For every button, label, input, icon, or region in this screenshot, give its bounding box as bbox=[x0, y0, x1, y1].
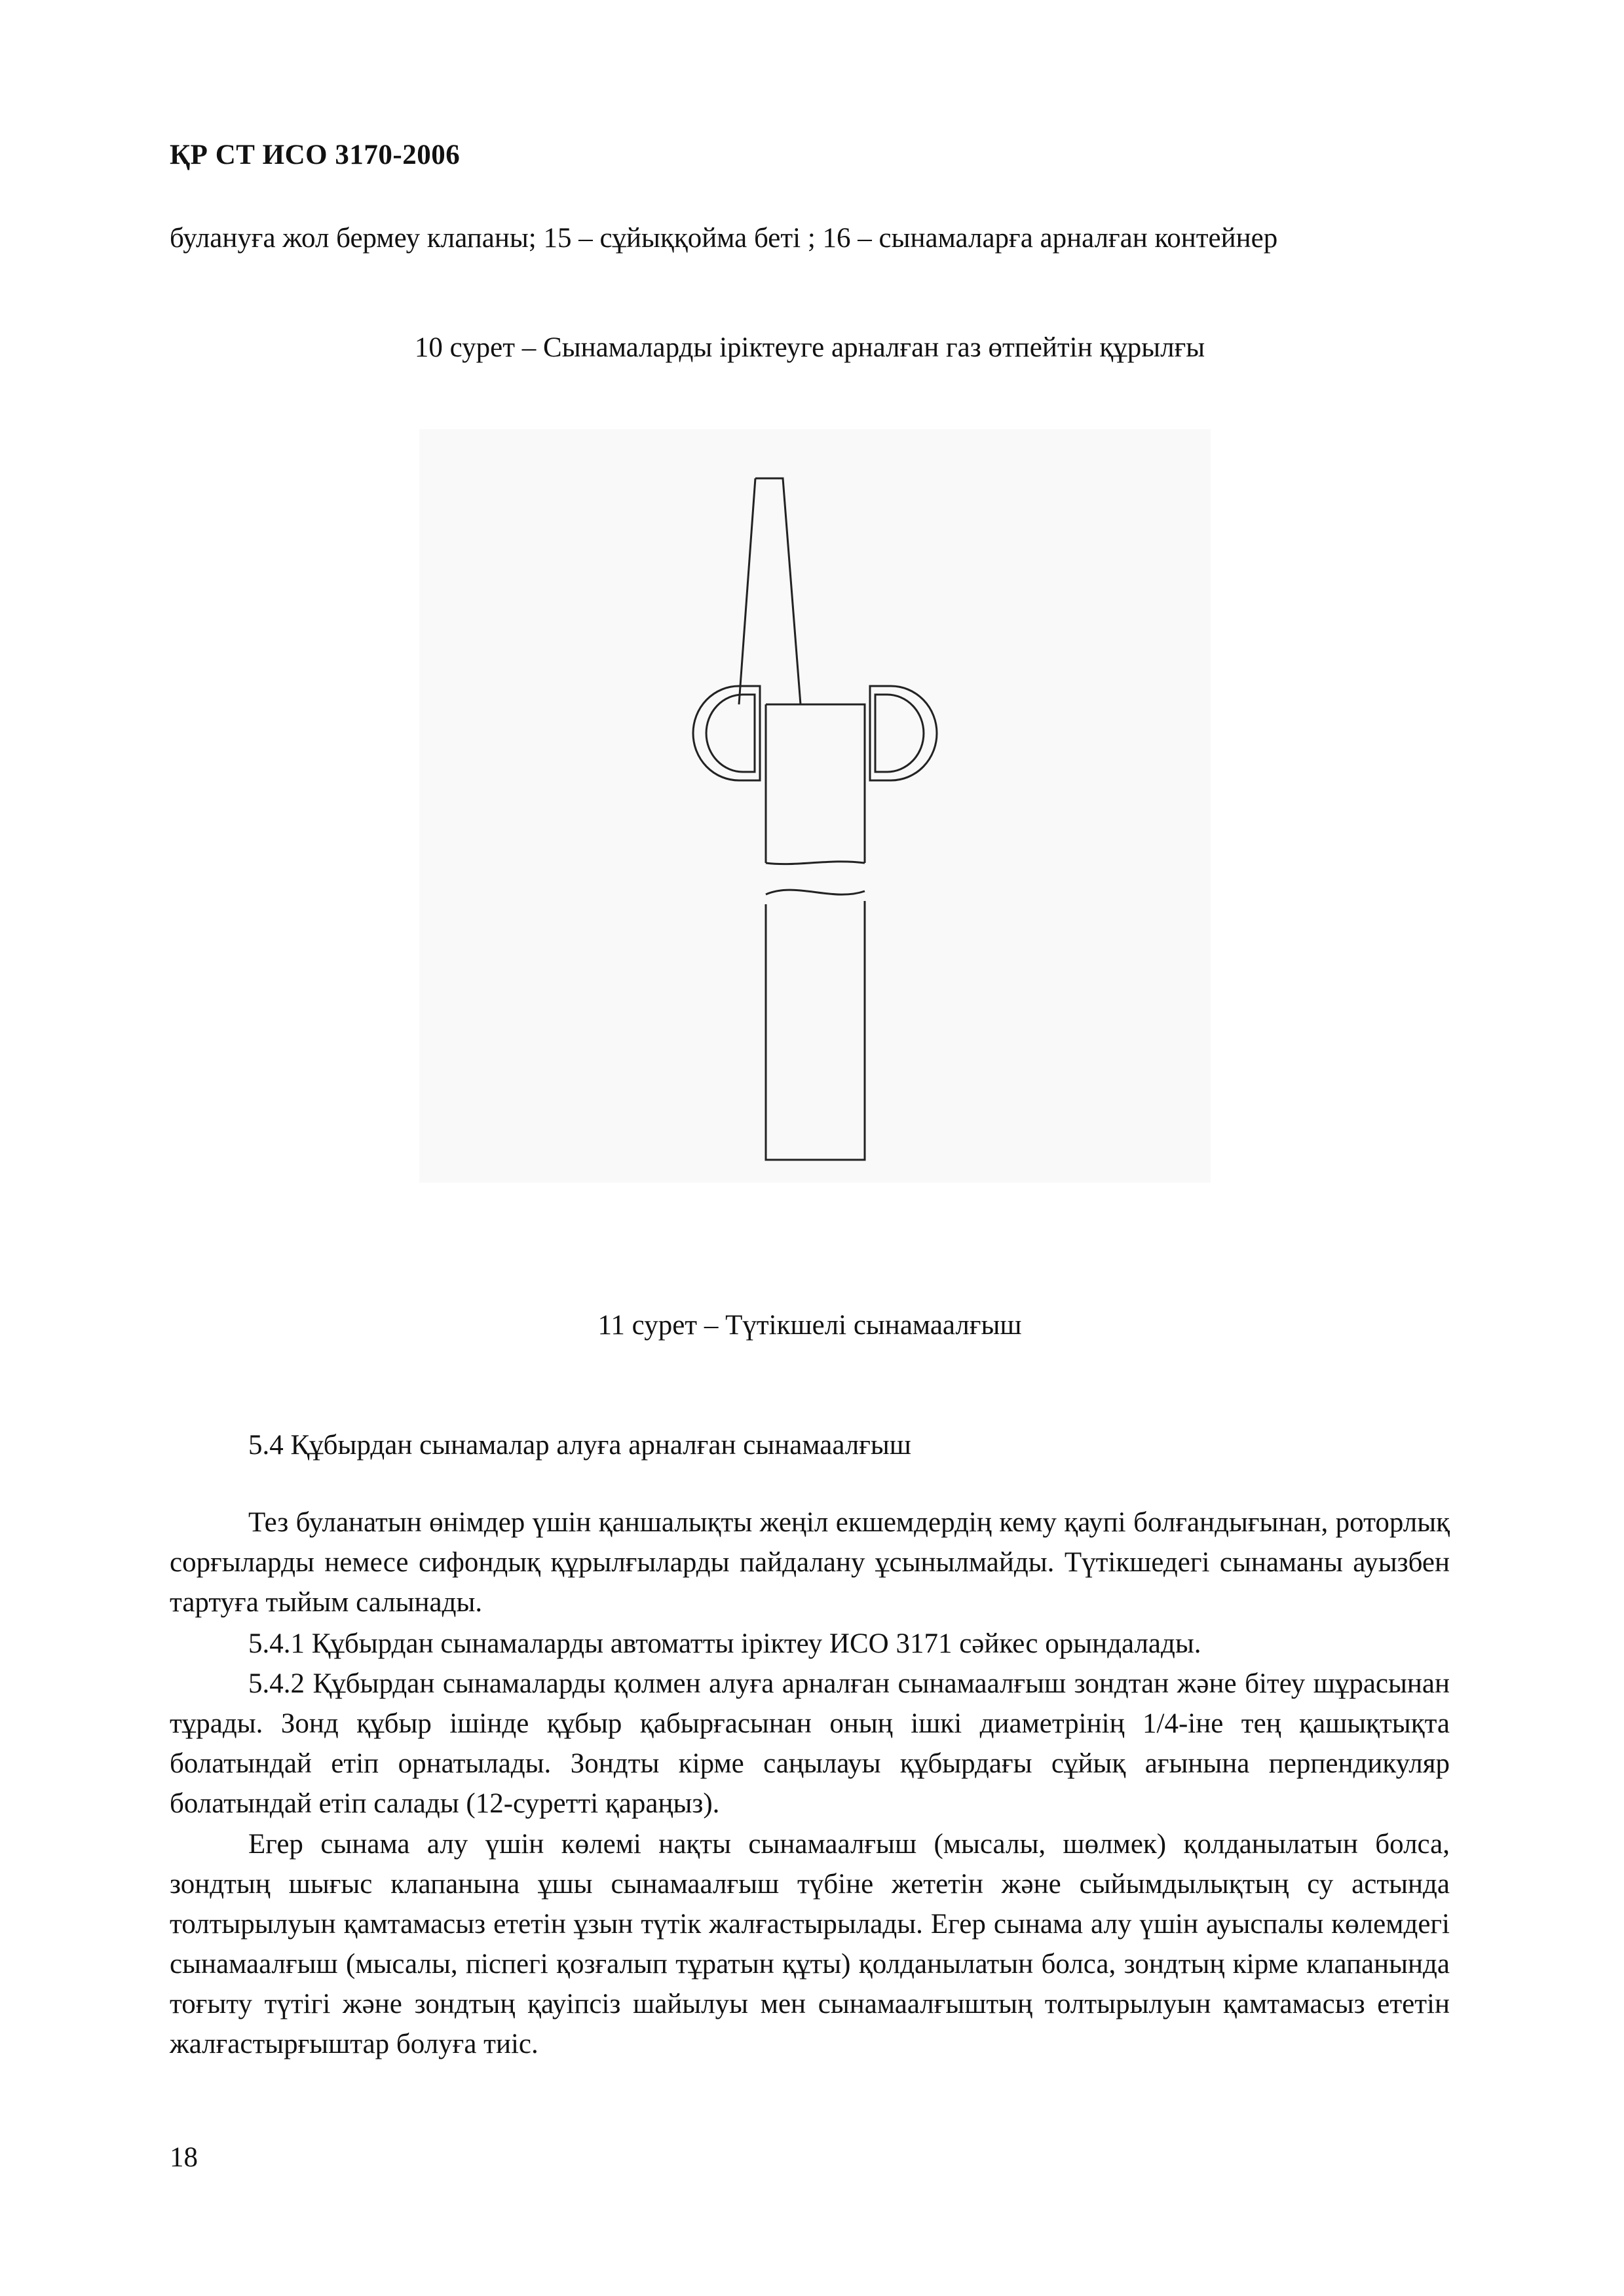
sampler-nozzle bbox=[739, 478, 801, 704]
upper-break-line bbox=[766, 862, 865, 864]
section-paragraph-5-4-2: 5.4.2 Құбырдан сынамаларды қолмен алуға арналған сынамаалғыш зондтан және бітеу шұрасынан тұрады. Зонд құбыр ішінде құбыр қабырғасынан оның ішкі диаметрінің 1/4-іне тең қашықтықта болатындай етіп орнатылады. Зондты кірме саңылауы құбырдағы сұйық ағынына перпендикуляр болатындай етіп салады (12-суретті қараңыз). bbox=[170, 1668, 1450, 1819]
left-handle-ring-inner bbox=[706, 695, 755, 772]
section-5-4-heading: 5.4 Құбырдан сынамалар алуға арналған сынамаалғыш bbox=[248, 1430, 911, 1461]
figure-11-caption: 11 сурет – Түтікшелі сынамаалғыш bbox=[597, 1310, 1022, 1341]
right-handle-ring-outer bbox=[870, 686, 937, 780]
tube-sampler-svg bbox=[419, 429, 1211, 1183]
figure-10-caption: 10 сурет – Сынамаларды іріктеуге арналған газ өтпейтін құрылғы bbox=[414, 332, 1205, 363]
sampler-lower-tube bbox=[766, 901, 865, 1160]
sampler-upper-tube bbox=[766, 704, 865, 863]
section-paragraph-5-4-1: 5.4.1 Құбырдан сынамаларды автоматты іріктеу ИСО 3171 сәйкес орындалады. bbox=[248, 1628, 1201, 1659]
right-handle-ring-inner bbox=[875, 695, 924, 772]
section-paragraph-1: Тез буланатын өнімдер үшін қаншалықты жеңіл екшемдердің кему қаупі болғандығынан, роторлық сорғыларды немесе сифондық құрылғыларды пайдалану ұсынылмайды. Түтікшедегі сынаманы ауызбен тартуға тыйым салынады. bbox=[170, 1507, 1450, 1618]
figure-11-tube-sampler-drawing bbox=[419, 429, 1211, 1183]
left-handle-ring-outer bbox=[693, 686, 760, 780]
lower-break-line bbox=[766, 890, 865, 894]
figure-legend-continuation: булануға жол бермеу клапаны; 15 – сұйыққойма беті ; 16 – сынамаларға арналған контейнер bbox=[170, 223, 1278, 254]
page-header-standard-code: ҚР СТ ИСО 3170-2006 bbox=[170, 140, 461, 170]
page-number: 18 bbox=[170, 2142, 198, 2173]
section-paragraph-4: Егер сынама алу үшін көлемі нақты сынамаалғыш (мысалы, шөлмек) қолданылатын болса, зондтың шығыс клапанына ұшы сынамаалғыш түбіне жететін және сыйымдылықтың су астында толтырылуын қамтамасыз ететін ұзын түтік жалғастырылады. Егер сынама алу үшін ауыспалы көлемдегі сынамаалғыш (мысалы, піспегі қозғалып тұратын құты) қолданылатын болса, зондтың кірме клапанында тоғыту түтігі және зондтың қауіпсіз шайылуы мен сынамаалғыштың толтырылуын қамтамасыз ететін жалғастырғыштар болуға тиіс. bbox=[170, 1829, 1450, 2059]
